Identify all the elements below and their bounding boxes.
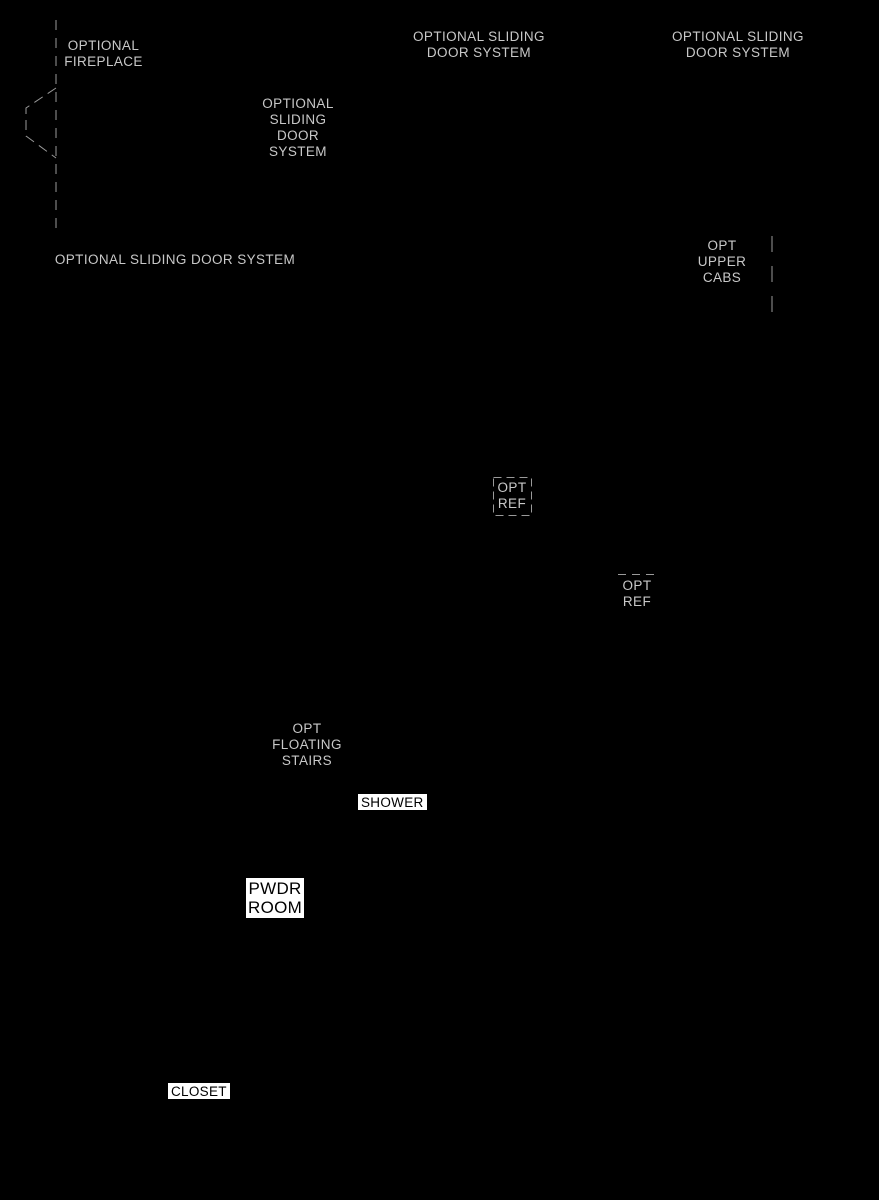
fireplace-hearth-outline — [26, 88, 56, 158]
optional-fireplace-label: OPTIONAL FIREPLACE — [64, 38, 143, 69]
closet-tag: CLOSET — [168, 1083, 230, 1099]
upper-cabs-label: OPT UPPER CABS — [697, 238, 747, 285]
ref-2-label: OPT REF — [622, 578, 652, 609]
ref-1-label: OPT REF — [497, 480, 527, 511]
floating-stairs-label: OPT FLOATING STAIRS — [272, 721, 342, 768]
sliding-door-top-right-label: OPTIONAL SLIDING DOOR SYSTEM — [672, 29, 804, 60]
sliding-door-inner-label: OPTIONAL SLIDING DOOR SYSTEM — [262, 96, 334, 159]
shower-room-tag: SHOWER — [358, 794, 427, 810]
powder-room-tag: PWDR ROOM — [248, 879, 303, 917]
sliding-door-left-label: OPTIONAL SLIDING DOOR SYSTEM — [54, 252, 296, 267]
sliding-door-top-center-label: OPTIONAL SLIDING DOOR SYSTEM — [413, 29, 545, 60]
